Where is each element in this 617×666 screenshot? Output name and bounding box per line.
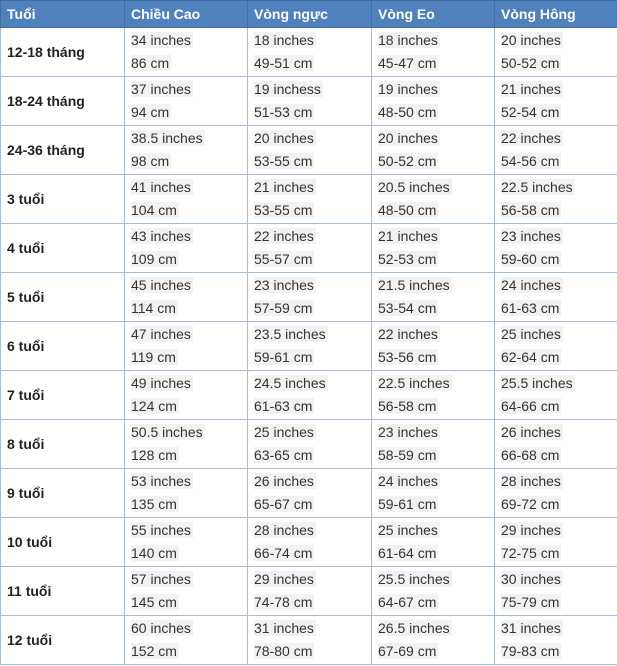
height-cm-line bbox=[131, 346, 247, 369]
chest-inches-value: 29 inches bbox=[254, 571, 314, 587]
height-cell bbox=[125, 273, 248, 322]
table-row bbox=[1, 518, 617, 567]
hip-cm-value: 69-72 cm bbox=[501, 496, 560, 512]
waist-cm-value: 53-56 cm bbox=[378, 349, 437, 365]
height-inches-line bbox=[131, 470, 247, 493]
age-cell: 24-36 tháng bbox=[1, 126, 125, 175]
height-cell bbox=[125, 126, 248, 175]
hip-cm-value: 52-54 cm bbox=[501, 104, 560, 120]
hip-cm-value: 54-56 cm bbox=[501, 153, 560, 169]
height-cell bbox=[125, 616, 248, 665]
chest-inches-value: 23 inches bbox=[254, 277, 314, 293]
waist-cm-line bbox=[378, 542, 494, 565]
table-row bbox=[1, 126, 617, 175]
waist-inches-line bbox=[378, 470, 494, 493]
waist-inches-value: 25.5 inches bbox=[378, 571, 450, 587]
table-row bbox=[1, 420, 617, 469]
hip-cm-value: 66-68 cm bbox=[501, 447, 560, 463]
chest-cell bbox=[248, 224, 372, 273]
hip-cell bbox=[495, 371, 617, 420]
chest-cm-line bbox=[254, 297, 371, 320]
hip-cm-value: 72-75 cm bbox=[501, 545, 560, 561]
hip-cm-value: 62-64 cm bbox=[501, 349, 560, 365]
height-cm-value: 128 cm bbox=[131, 447, 177, 463]
chest-cell bbox=[248, 175, 372, 224]
waist-cell bbox=[372, 567, 495, 616]
height-inches-value: 60 inches bbox=[131, 620, 191, 636]
waist-cell bbox=[372, 616, 495, 665]
waist-cm-value: 52-53 cm bbox=[378, 251, 437, 267]
table-row bbox=[1, 175, 617, 224]
chest-cm-value: 51-53 cm bbox=[254, 104, 313, 120]
waist-cm-value: 53-54 cm bbox=[378, 300, 437, 316]
chest-cm-value: 59-61 cm bbox=[254, 349, 313, 365]
chest-cell bbox=[248, 126, 372, 175]
height-cell bbox=[125, 469, 248, 518]
table-row bbox=[1, 224, 617, 273]
waist-inches-line bbox=[378, 372, 494, 395]
hip-inches-line bbox=[501, 470, 617, 493]
chest-inches-line bbox=[254, 225, 371, 248]
height-inches-value: 49 inches bbox=[131, 375, 191, 391]
hip-cm-value: 61-63 cm bbox=[501, 300, 560, 316]
height-cm-line bbox=[131, 591, 247, 614]
hip-inches-line bbox=[501, 617, 617, 640]
waist-cm-value: 45-47 cm bbox=[378, 55, 437, 71]
height-inches-value: 47 inches bbox=[131, 326, 191, 342]
chest-inches-value: 31 inches bbox=[254, 620, 314, 636]
height-inches-line bbox=[131, 519, 247, 542]
height-cm-value: 145 cm bbox=[131, 594, 177, 610]
chest-cm-line bbox=[254, 444, 371, 467]
age-cell: 9 tuổi bbox=[1, 469, 125, 518]
hip-inches-line bbox=[501, 29, 617, 52]
waist-inches-line bbox=[378, 323, 494, 346]
chest-cell bbox=[248, 273, 372, 322]
hip-cell bbox=[495, 616, 617, 665]
table-row bbox=[1, 616, 617, 665]
age-cell: 4 tuổi bbox=[1, 224, 125, 273]
height-cm-value: 114 cm bbox=[131, 300, 176, 316]
hip-inches-line bbox=[501, 225, 617, 248]
chest-inches-value: 23.5 inches bbox=[254, 326, 326, 342]
chest-inches-value: 22 inches bbox=[254, 228, 314, 244]
waist-inches-value: 20.5 inches bbox=[378, 179, 450, 195]
table-header bbox=[1, 1, 617, 28]
height-cell bbox=[125, 175, 248, 224]
waist-inches-value: 21.5 inches bbox=[378, 277, 450, 293]
waist-cm-line bbox=[378, 346, 494, 369]
height-inches-value: 41 inches bbox=[131, 179, 191, 195]
height-inches-value: 55 inches bbox=[131, 522, 191, 538]
hip-cm-line bbox=[501, 493, 617, 516]
hip-cell bbox=[495, 420, 617, 469]
age-cell: 8 tuổi bbox=[1, 420, 125, 469]
chest-cm-line bbox=[254, 542, 371, 565]
height-cm-value: 140 cm bbox=[131, 545, 177, 561]
waist-inches-line bbox=[378, 176, 494, 199]
height-cm-line bbox=[131, 150, 247, 173]
chest-cm-value: 53-55 cm bbox=[254, 202, 313, 218]
waist-cm-line bbox=[378, 395, 494, 418]
waist-inches-value: 20 inches bbox=[378, 130, 438, 146]
waist-cell bbox=[372, 518, 495, 567]
height-cm-value: 152 cm bbox=[131, 643, 177, 659]
chest-cm-line bbox=[254, 150, 371, 173]
hip-inches-line bbox=[501, 519, 617, 542]
hip-cm-value: 56-58 cm bbox=[501, 202, 560, 218]
hip-cell bbox=[495, 224, 617, 273]
chest-cell bbox=[248, 28, 372, 77]
waist-inches-line bbox=[378, 127, 494, 150]
waist-cm-line bbox=[378, 591, 494, 614]
hip-cm-line bbox=[501, 297, 617, 320]
height-cm-line bbox=[131, 248, 247, 271]
chest-cm-line bbox=[254, 640, 371, 663]
hip-inches-line bbox=[501, 568, 617, 591]
chest-cm-value: 63-65 cm bbox=[254, 447, 313, 463]
hip-cell bbox=[495, 28, 617, 77]
chest-inches-value: 24.5 inches bbox=[254, 375, 326, 391]
hip-cm-value: 75-79 cm bbox=[501, 594, 560, 610]
waist-inches-value: 18 inches bbox=[378, 32, 438, 48]
waist-cm-value: 67-69 cm bbox=[378, 643, 437, 659]
hip-cm-line bbox=[501, 101, 617, 124]
waist-inches-value: 22 inches bbox=[378, 326, 438, 342]
waist-cm-value: 58-59 cm bbox=[378, 447, 437, 463]
height-inches-value: 45 inches bbox=[131, 277, 191, 293]
header-row bbox=[1, 1, 617, 28]
hip-cell bbox=[495, 273, 617, 322]
chest-inches-line bbox=[254, 519, 371, 542]
height-cm-line bbox=[131, 640, 247, 663]
header-hip: Vòng Hông bbox=[495, 1, 617, 28]
table-body bbox=[1, 28, 617, 665]
hip-cell bbox=[495, 175, 617, 224]
waist-cell bbox=[372, 175, 495, 224]
age-cell: 11 tuổi bbox=[1, 567, 125, 616]
chest-inches-line bbox=[254, 470, 371, 493]
waist-cm-value: 48-50 cm bbox=[378, 202, 437, 218]
waist-inches-value: 25 inches bbox=[378, 522, 438, 538]
age-cell: 3 tuổi bbox=[1, 175, 125, 224]
waist-cell bbox=[372, 322, 495, 371]
hip-inches-value: 25 inches bbox=[501, 326, 561, 342]
chest-inches-line bbox=[254, 372, 371, 395]
age-cell: 6 tuổi bbox=[1, 322, 125, 371]
hip-inches-value: 25.5 inches bbox=[501, 375, 573, 391]
height-inches-value: 57 inches bbox=[131, 571, 191, 587]
height-inches-line bbox=[131, 274, 247, 297]
hip-inches-value: 23 inches bbox=[501, 228, 561, 244]
chest-inches-line bbox=[254, 274, 371, 297]
age-cell: 12-18 tháng bbox=[1, 28, 125, 77]
waist-cell bbox=[372, 28, 495, 77]
hip-inches-line bbox=[501, 421, 617, 444]
hip-cm-line bbox=[501, 395, 617, 418]
height-cm-line bbox=[131, 101, 247, 124]
hip-inches-value: 29 inches bbox=[501, 522, 561, 538]
waist-inches-value: 26.5 inches bbox=[378, 620, 450, 636]
height-inches-line bbox=[131, 372, 247, 395]
hip-inches-line bbox=[501, 372, 617, 395]
waist-inches-line bbox=[378, 617, 494, 640]
hip-inches-value: 31 inches bbox=[501, 620, 561, 636]
chest-cell bbox=[248, 77, 372, 126]
header-age: Tuổi bbox=[1, 1, 125, 28]
height-cell bbox=[125, 567, 248, 616]
height-inches-value: 50.5 inches bbox=[131, 424, 203, 440]
chest-cell bbox=[248, 469, 372, 518]
height-inches-line bbox=[131, 176, 247, 199]
height-cell bbox=[125, 77, 248, 126]
waist-inches-value: 21 inches bbox=[378, 228, 438, 244]
hip-inches-value: 21 inches bbox=[501, 81, 561, 97]
height-cell bbox=[125, 322, 248, 371]
height-inches-line bbox=[131, 617, 247, 640]
chest-cm-line bbox=[254, 199, 371, 222]
table-row bbox=[1, 273, 617, 322]
table-row bbox=[1, 77, 617, 126]
height-inches-line bbox=[131, 127, 247, 150]
age-cell: 12 tuổi bbox=[1, 616, 125, 665]
hip-inches-value: 20 inches bbox=[501, 32, 561, 48]
waist-cell bbox=[372, 371, 495, 420]
hip-inches-line bbox=[501, 274, 617, 297]
height-inches-value: 34 inches bbox=[131, 32, 191, 48]
hip-cm-line bbox=[501, 542, 617, 565]
chest-inches-value: 20 inches bbox=[254, 130, 314, 146]
chest-cm-line bbox=[254, 248, 371, 271]
header-height: Chiều Cao bbox=[125, 1, 248, 28]
chest-cm-line bbox=[254, 395, 371, 418]
hip-cm-value: 59-60 cm bbox=[501, 251, 560, 267]
chest-inches-line bbox=[254, 421, 371, 444]
chest-cm-line bbox=[254, 52, 371, 75]
age-cell: 10 tuổi bbox=[1, 518, 125, 567]
height-cm-value: 109 cm bbox=[131, 251, 177, 267]
chest-cell bbox=[248, 371, 372, 420]
hip-cm-line bbox=[501, 150, 617, 173]
hip-inches-line bbox=[501, 127, 617, 150]
age-cell: 7 tuổi bbox=[1, 371, 125, 420]
height-cm-line bbox=[131, 52, 247, 75]
hip-inches-line bbox=[501, 323, 617, 346]
chest-cell bbox=[248, 616, 372, 665]
header-chest: Vòng ngực bbox=[248, 1, 372, 28]
hip-cell bbox=[495, 567, 617, 616]
chest-inches-value: 28 inches bbox=[254, 522, 314, 538]
waist-cell bbox=[372, 273, 495, 322]
hip-cell bbox=[495, 322, 617, 371]
waist-cm-line bbox=[378, 640, 494, 663]
chest-cm-value: 61-63 cm bbox=[254, 398, 313, 414]
waist-cm-value: 59-61 cm bbox=[378, 496, 437, 512]
waist-cell bbox=[372, 77, 495, 126]
height-cell bbox=[125, 420, 248, 469]
waist-cm-line bbox=[378, 297, 494, 320]
hip-inches-value: 26 inches bbox=[501, 424, 561, 440]
waist-inches-value: 19 inches bbox=[378, 81, 438, 97]
chest-cm-value: 66-74 cm bbox=[254, 545, 313, 561]
waist-inches-line bbox=[378, 519, 494, 542]
waist-cm-line bbox=[378, 101, 494, 124]
chest-cell bbox=[248, 322, 372, 371]
chest-inches-value: 26 inches bbox=[254, 473, 314, 489]
chest-cm-value: 49-51 cm bbox=[254, 55, 313, 71]
age-cell: 18-24 tháng bbox=[1, 77, 125, 126]
chest-cm-line bbox=[254, 493, 371, 516]
hip-inches-value: 22 inches bbox=[501, 130, 561, 146]
waist-cm-line bbox=[378, 493, 494, 516]
chest-cell bbox=[248, 567, 372, 616]
height-inches-line bbox=[131, 78, 247, 101]
waist-inches-value: 23 inches bbox=[378, 424, 438, 440]
height-cm-value: 119 cm bbox=[131, 349, 176, 365]
waist-cm-line bbox=[378, 52, 494, 75]
chest-cm-value: 57-59 cm bbox=[254, 300, 313, 316]
waist-cm-value: 56-58 cm bbox=[378, 398, 437, 414]
chest-inches-line bbox=[254, 323, 371, 346]
height-inches-value: 43 inches bbox=[131, 228, 191, 244]
height-cm-line bbox=[131, 444, 247, 467]
table-row bbox=[1, 28, 617, 77]
height-inches-value: 53 inches bbox=[131, 473, 191, 489]
hip-cm-line bbox=[501, 640, 617, 663]
chest-cm-line bbox=[254, 101, 371, 124]
waist-inches-line bbox=[378, 274, 494, 297]
height-cm-line bbox=[131, 297, 247, 320]
chest-inches-line bbox=[254, 127, 371, 150]
chest-inches-value: 21 inches bbox=[254, 179, 314, 195]
height-inches-line bbox=[131, 568, 247, 591]
waist-cm-value: 50-52 cm bbox=[378, 153, 437, 169]
hip-cm-line bbox=[501, 591, 617, 614]
height-cm-line bbox=[131, 199, 247, 222]
waist-cm-value: 48-50 cm bbox=[378, 104, 437, 120]
chest-inches-line bbox=[254, 568, 371, 591]
chest-cm-line bbox=[254, 346, 371, 369]
waist-cm-value: 61-64 cm bbox=[378, 545, 437, 561]
hip-cm-line bbox=[501, 52, 617, 75]
waist-inches-line bbox=[378, 78, 494, 101]
hip-cell bbox=[495, 518, 617, 567]
height-inches-line bbox=[131, 323, 247, 346]
height-cell bbox=[125, 224, 248, 273]
waist-inches-line bbox=[378, 29, 494, 52]
hip-cm-line bbox=[501, 248, 617, 271]
height-inches-value: 38.5 inches bbox=[131, 130, 203, 146]
hip-cell bbox=[495, 126, 617, 175]
chest-cm-value: 55-57 cm bbox=[254, 251, 313, 267]
waist-cell bbox=[372, 469, 495, 518]
hip-cm-line bbox=[501, 444, 617, 467]
hip-cell bbox=[495, 469, 617, 518]
height-cell bbox=[125, 371, 248, 420]
chest-inches-value: 25 inches bbox=[254, 424, 314, 440]
waist-inches-value: 22.5 inches bbox=[378, 375, 450, 391]
waist-cm-value: 64-67 cm bbox=[378, 594, 437, 610]
table-row bbox=[1, 567, 617, 616]
header-waist: Vòng Eo bbox=[372, 1, 495, 28]
height-inches-line bbox=[131, 225, 247, 248]
hip-inches-value: 30 inches bbox=[501, 571, 561, 587]
chest-cm-line bbox=[254, 591, 371, 614]
waist-cm-line bbox=[378, 444, 494, 467]
chest-inches-line bbox=[254, 617, 371, 640]
hip-cm-line bbox=[501, 346, 617, 369]
waist-inches-value: 24 inches bbox=[378, 473, 438, 489]
height-cell bbox=[125, 28, 248, 77]
hip-inches-value: 22.5 inches bbox=[501, 179, 573, 195]
height-cm-value: 135 cm bbox=[131, 496, 177, 512]
waist-inches-line bbox=[378, 568, 494, 591]
height-inches-line bbox=[131, 29, 247, 52]
waist-cm-line bbox=[378, 199, 494, 222]
waist-cell bbox=[372, 420, 495, 469]
height-cm-value: 86 cm bbox=[131, 55, 170, 71]
chest-cell bbox=[248, 518, 372, 567]
height-cm-value: 124 cm bbox=[131, 398, 177, 414]
waist-inches-line bbox=[378, 225, 494, 248]
chest-cm-value: 74-78 cm bbox=[254, 594, 313, 610]
table-row bbox=[1, 469, 617, 518]
height-cm-value: 98 cm bbox=[131, 153, 170, 169]
table-row bbox=[1, 371, 617, 420]
hip-cm-value: 64-66 cm bbox=[501, 398, 560, 414]
waist-cm-line bbox=[378, 248, 494, 271]
height-cm-line bbox=[131, 493, 247, 516]
waist-inches-line bbox=[378, 421, 494, 444]
age-cell: 5 tuổi bbox=[1, 273, 125, 322]
chest-inches-line bbox=[254, 78, 371, 101]
chest-cm-value: 65-67 cm bbox=[254, 496, 313, 512]
hip-inches-line bbox=[501, 176, 617, 199]
height-cm-line bbox=[131, 395, 247, 418]
chest-cm-value: 78-80 cm bbox=[254, 643, 313, 659]
height-cm-line bbox=[131, 542, 247, 565]
height-inches-value: 37 inches bbox=[131, 81, 191, 97]
chest-inches-line bbox=[254, 29, 371, 52]
hip-cm-value: 79-83 cm bbox=[501, 643, 560, 659]
height-cell bbox=[125, 518, 248, 567]
chest-inches-value: 19 inchess bbox=[254, 81, 321, 97]
chest-inches-value: 18 inches bbox=[254, 32, 314, 48]
hip-inches-value: 28 inches bbox=[501, 473, 561, 489]
table-row bbox=[1, 322, 617, 371]
hip-inches-value: 24 inches bbox=[501, 277, 561, 293]
chest-cm-value: 53-55 cm bbox=[254, 153, 313, 169]
height-cm-value: 104 cm bbox=[131, 202, 177, 218]
hip-cell bbox=[495, 77, 617, 126]
hip-cm-value: 50-52 cm bbox=[501, 55, 560, 71]
chest-cell bbox=[248, 420, 372, 469]
height-inches-line bbox=[131, 421, 247, 444]
waist-cell bbox=[372, 224, 495, 273]
waist-cm-line bbox=[378, 150, 494, 173]
hip-inches-line bbox=[501, 78, 617, 101]
chest-inches-line bbox=[254, 176, 371, 199]
waist-cell bbox=[372, 126, 495, 175]
hip-cm-line bbox=[501, 199, 617, 222]
height-cm-value: 94 cm bbox=[131, 104, 170, 120]
